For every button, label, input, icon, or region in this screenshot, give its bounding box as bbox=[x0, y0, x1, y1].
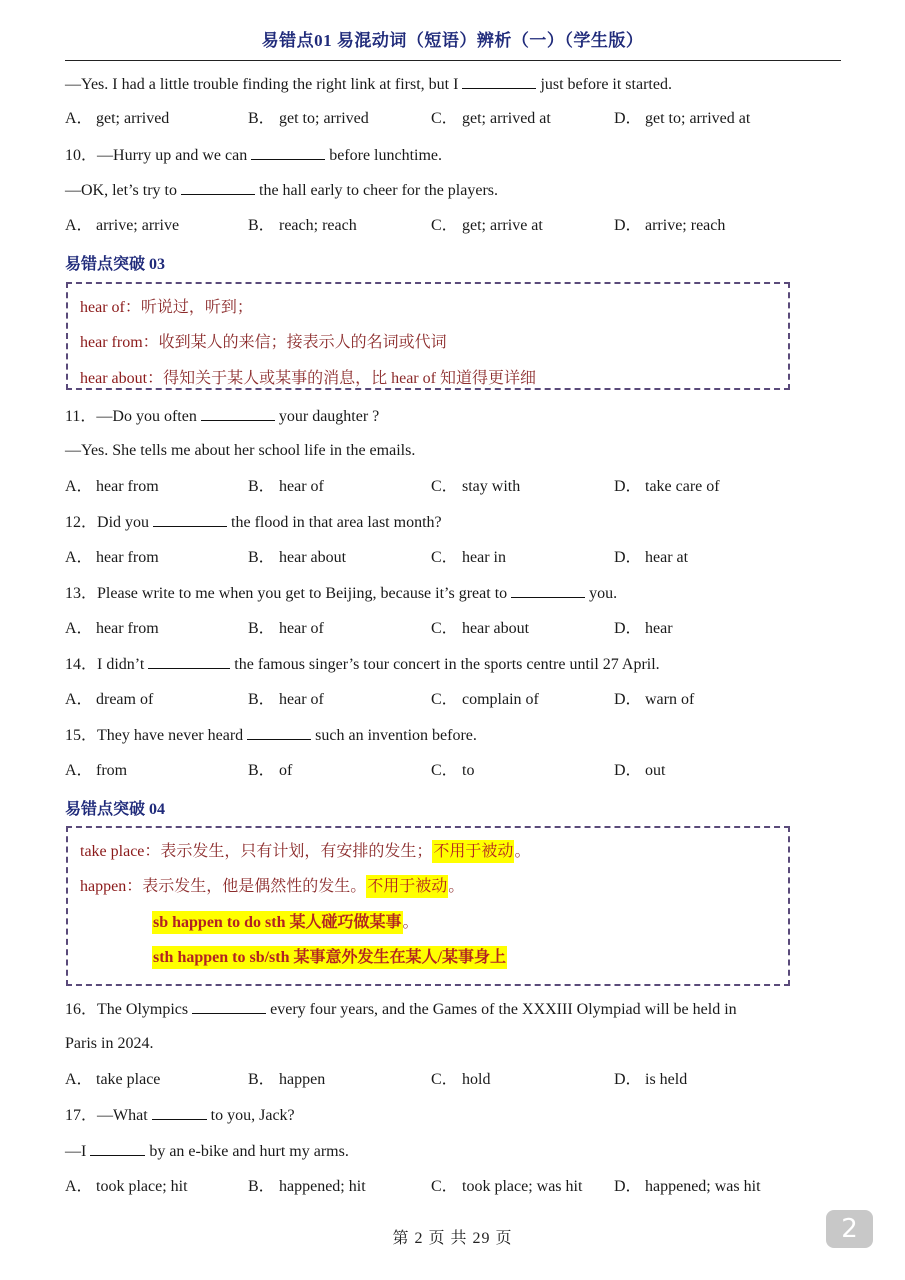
page-header-title: 易错点01 易混动词（短语）辨析（一）（学生版） bbox=[261, 31, 644, 50]
question-12-line: 12．Did you the flood in that area last month? bbox=[65, 514, 442, 531]
tip-happen: happen：表示发生，他是偶然性的发生。不用于被动。 bbox=[80, 877, 464, 897]
tip-take-place: take place：表示发生，只有计划，有安排的发生；不用于被动。 bbox=[80, 842, 530, 862]
section-03-tip-box bbox=[66, 282, 790, 390]
tip-hear-about: hear about：得知关于某人或某事的消息，比 hear of 知道得更详细 bbox=[80, 370, 536, 387]
tip-hear-from: hear from：收到某人的来信；接表示人的名词或代词 bbox=[80, 334, 447, 351]
question-9-answer-line: —Yes. I had a little trouble finding the right link at first, but I just before it started. bbox=[65, 76, 672, 93]
question-16-line-1: 16．The Olympics every four years, and the Games of the XXXIII Olympiad will be held in bbox=[65, 1001, 737, 1018]
question-13-line: 13．Please write to me when you get to Beijing, because it’s great to you. bbox=[65, 585, 618, 602]
question-17-line-2: —I by an e-bike and hurt my arms. bbox=[65, 1143, 349, 1160]
question-10-line-2: —OK, let’s try to the hall early to cheer for the players. bbox=[65, 182, 498, 199]
question-11-line-1: 11．—Do you often your daughter ? bbox=[65, 408, 380, 425]
tip-sb-happen-to-do: sb happen to do sth 某人碰巧做某事。 bbox=[152, 913, 419, 933]
page-number-footer: 第 2 页 共 29 页 bbox=[392, 1230, 513, 1247]
option-b: B． get to; arrived bbox=[248, 110, 369, 127]
question-10-line-1: 10．—Hurry up and we can before lunchtime. bbox=[65, 147, 443, 164]
question-15-line: 15．They have never heard such an invention before. bbox=[65, 727, 477, 744]
section-04-tip-box bbox=[66, 826, 790, 986]
answer-blank bbox=[462, 74, 536, 89]
option-d: D． get to; arrived at bbox=[614, 110, 751, 127]
question-14-line: 14．I didn’t the famous singer’s tour concert in the sports centre until 27 April. bbox=[65, 656, 660, 673]
question-16-line-2: Paris in 2024. bbox=[65, 1035, 154, 1052]
question-11-line-2: —Yes. She tells me about her school life in the emails. bbox=[65, 442, 416, 459]
question-17-line-1: 17．—What to you, Jack? bbox=[65, 1107, 295, 1124]
header-divider bbox=[65, 60, 841, 61]
section-03-title: 易错点突破 03 bbox=[65, 256, 166, 273]
option-c: C． get; arrived at bbox=[431, 110, 551, 127]
page-badge[interactable]: 2 bbox=[826, 1210, 873, 1248]
tip-sth-happen-to-sb: sth happen to sb/sth 某事意外发生在某人/某事身上 bbox=[152, 948, 507, 968]
section-04-title: 易错点突破 04 bbox=[65, 801, 166, 818]
option-a: A． get; arrived bbox=[65, 110, 170, 127]
tip-hear-of: hear of：听说过，听到； bbox=[80, 299, 253, 316]
